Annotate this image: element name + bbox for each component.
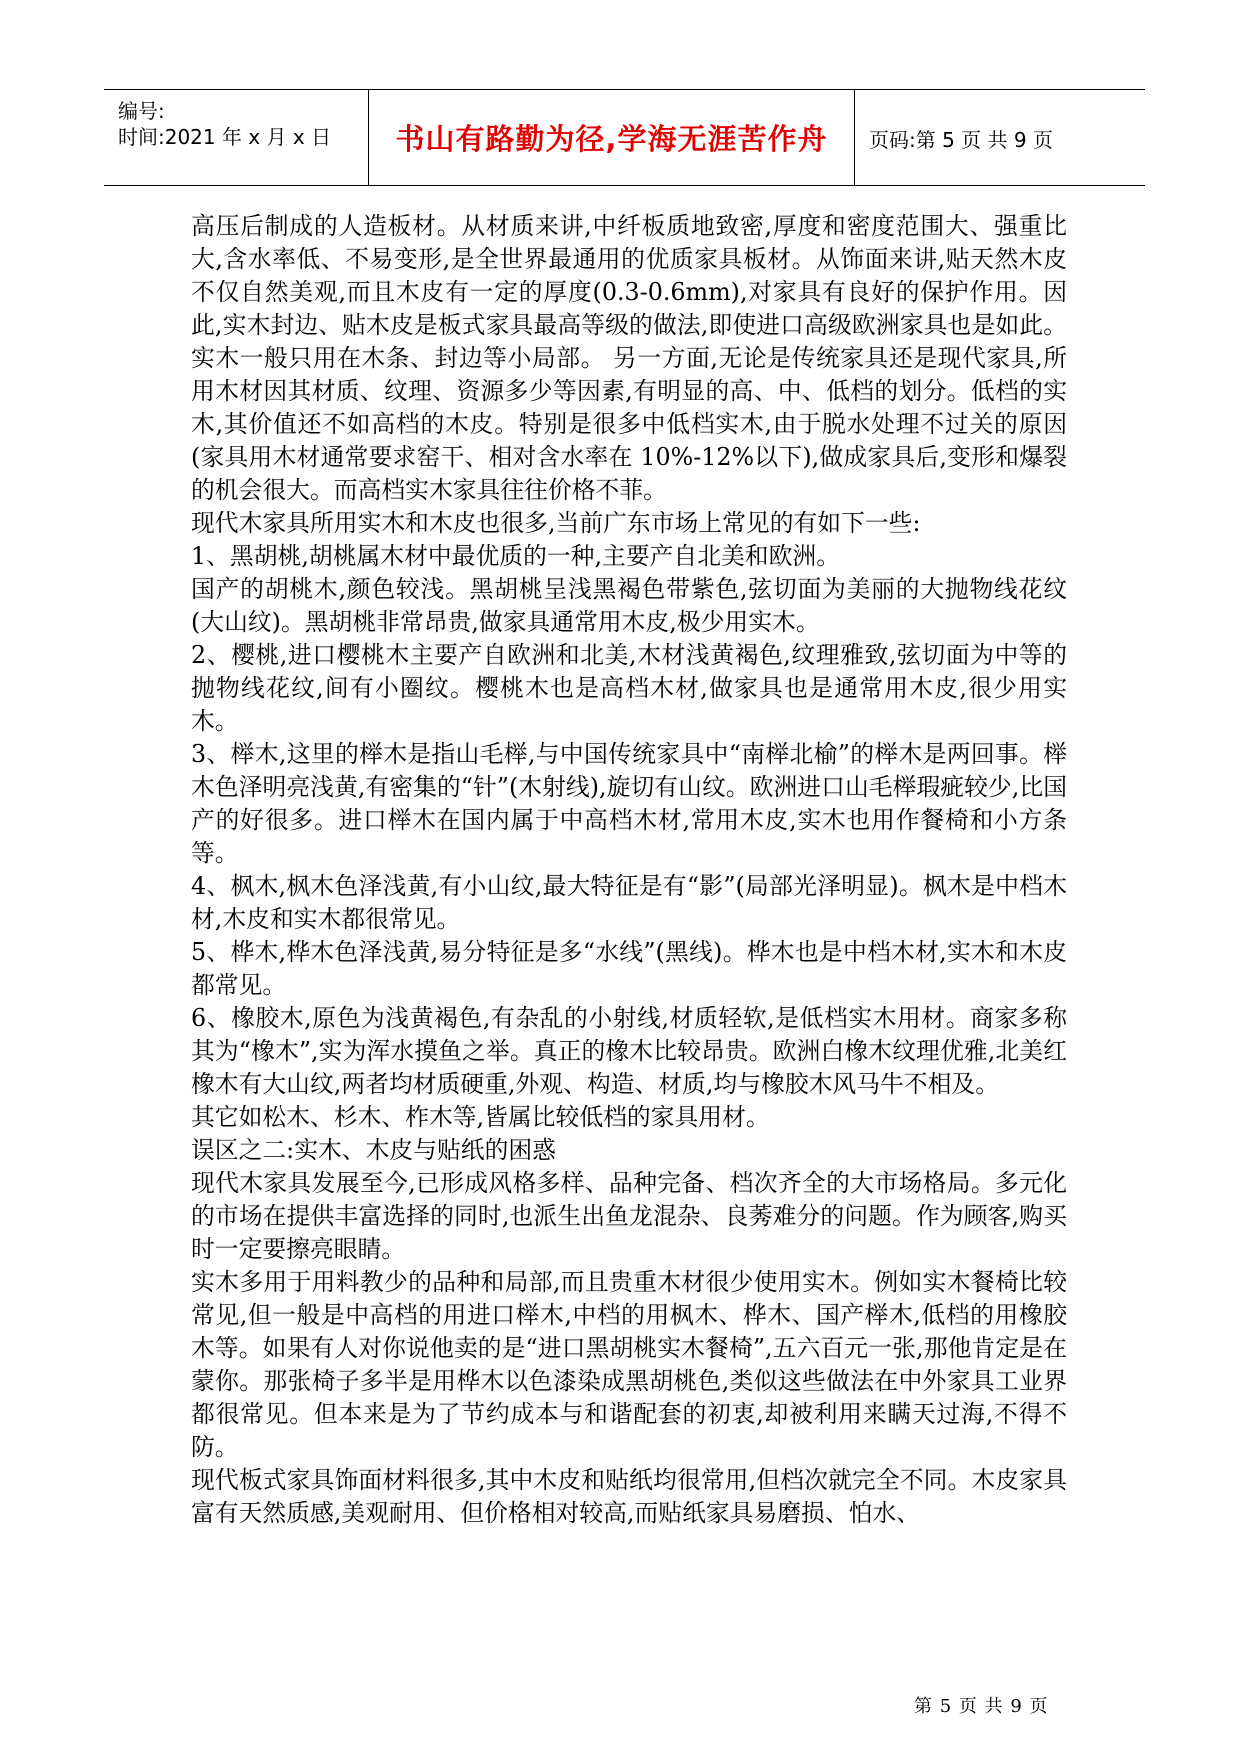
page-footer: 第 5 页 共 9 页 [914,1696,1049,1717]
paragraph: 1、黑胡桃,胡桃属木材中最优质的一种,主要产自北美和欧洲。 [191,542,840,570]
paragraph: 3、榉木,这里的榉木是指山毛榉,与中国传统家具中“南榉北榆”的榉木是两回事。榉木色泽明亮浅黄,有密集的“针”(木射线),旋切有山纹。欧洲进口山毛榉瑕疵较少,比国产的好很多。进口榉木在国内属于中高档木材,常用木皮,实木也用作餐椅和小方条等。 [191,740,1067,867]
document-time-label: 时间:2021 年 x 月 x 日 [118,125,332,149]
paragraph: 5、桦木,桦木色泽浅黄,易分特征是多“水线”(黑线)。桦木也是中档木材,实木和木皮都常见。 [191,938,1067,999]
paragraph: 6、橡胶木,原色为浅黄褐色,有杂乱的小射线,材质轻软,是低档实木用材。商家多称其为“橡木”,实为浑水摸鱼之举。真正的橡木比较昂贵。欧洲白橡木纹理优雅,北美红橡木有大山纹,两者均材质硬重,外观、构造、材质,均与橡胶木风马牛不相及。 [191,1004,1067,1098]
document-body [191,210,1067,1530]
paragraph: 4、枫木,枫木色泽浅黄,有小山纹,最大特征是有“影”(局部光泽明显)。枫木是中档木材,木皮和实木都很常见。 [191,872,1067,933]
header-motto: 书山有路勤为径,学海无涯苦作舟 [395,122,828,156]
paragraph: 高压后制成的人造板材。从材质来讲,中纤板质地致密,厚度和密度范围大、强重比大,含水率低、不易变形,是全世界最通用的优质家具板材。从饰面来讲,贴天然木皮不仅自然美观,而且木皮有一定的厚度(0.3-0.6mm),对家具有良好的保护作用。因此,实木封边、贴木皮是板式家具最高等级的做法,即使进口高级欧洲家具也是如此。实木一般只用在木条、封边等小局部。 另一方面,无论是传统家具还是现代家具,所用木材因其材质、纹理、资源多少等因素,有明显的高、中、低档的划分。低档的实木,其价值还不如高档的木皮。特别是很多中低档实木,由于脱水处理不过关的原因(家具用木材通常要求窑干、相对含水率在 10%-12%以下),做成家具后,变形和爆裂的机会很大。而高档实木家具往往价格不菲。 [191,212,1067,504]
paragraph: 2、樱桃,进口樱桃木主要产自欧洲和北美,木材浅黄褐色,纹理雅致,弦切面为中等的抛物线花纹,间有小圈纹。樱桃木也是高档木材,做家具也是通常用木皮,很少用实木。 [191,641,1067,735]
header-motto-cell [369,90,855,185]
paragraph: 其它如松木、杉木、柞木等,皆属比较低档的家具用材。 [191,1103,770,1131]
header-page-number: 页码:第 5 页 共 9 页 [869,128,1053,152]
header-info-cell [104,90,369,185]
paragraph: 现代板式家具饰面材料很多,其中木皮和贴纸均很常用,但档次就完全不同。木皮家具富有天然质感,美观耐用、但价格相对较高,而贴纸家具易磨损、怕水、 [191,1466,1067,1527]
page-header [104,89,1145,186]
section-heading: 误区之二:实木、木皮与贴纸的困惑 [191,1136,556,1164]
paragraph: 现代木家具发展至今,已形成风格多样、品种完备、档次齐全的大市场格局。多元化的市场在提供丰富选择的同时,也派生出鱼龙混杂、良莠难分的问题。作为顾客,购买时一定要擦亮眼睛。 [191,1169,1067,1263]
paragraph: 实木多用于用料教少的品种和局部,而且贵重木材很少使用实木。例如实木餐椅比较常见,但一般是中高档的用进口榉木,中档的用枫木、桦木、国产榉木,低档的用橡胶木等。如果有人对你说他卖的是“进口黑胡桃实木餐椅”,五六百元一张,那他肯定是在蒙你。那张椅子多半是用桦木以色漆染成黑胡桃色,类似这些做法在中外家具工业界都很常见。但本来是为了节约成本与和谐配套的初衷,却被利用来瞒天过海,不得不防。 [191,1268,1067,1461]
paragraph: 现代木家具所用实木和木皮也很多,当前广东市场上常见的有如下一些: [191,509,921,537]
paragraph: 国产的胡桃木,颜色较浅。黑胡桃呈浅黑褐色带紫色,弦切面为美丽的大抛物线花纹(大山纹)。黑胡桃非常昂贵,做家具通常用木皮,极少用实木。 [191,575,1067,636]
document-number-label: 编号: [118,99,165,123]
header-page-cell [855,90,1145,185]
